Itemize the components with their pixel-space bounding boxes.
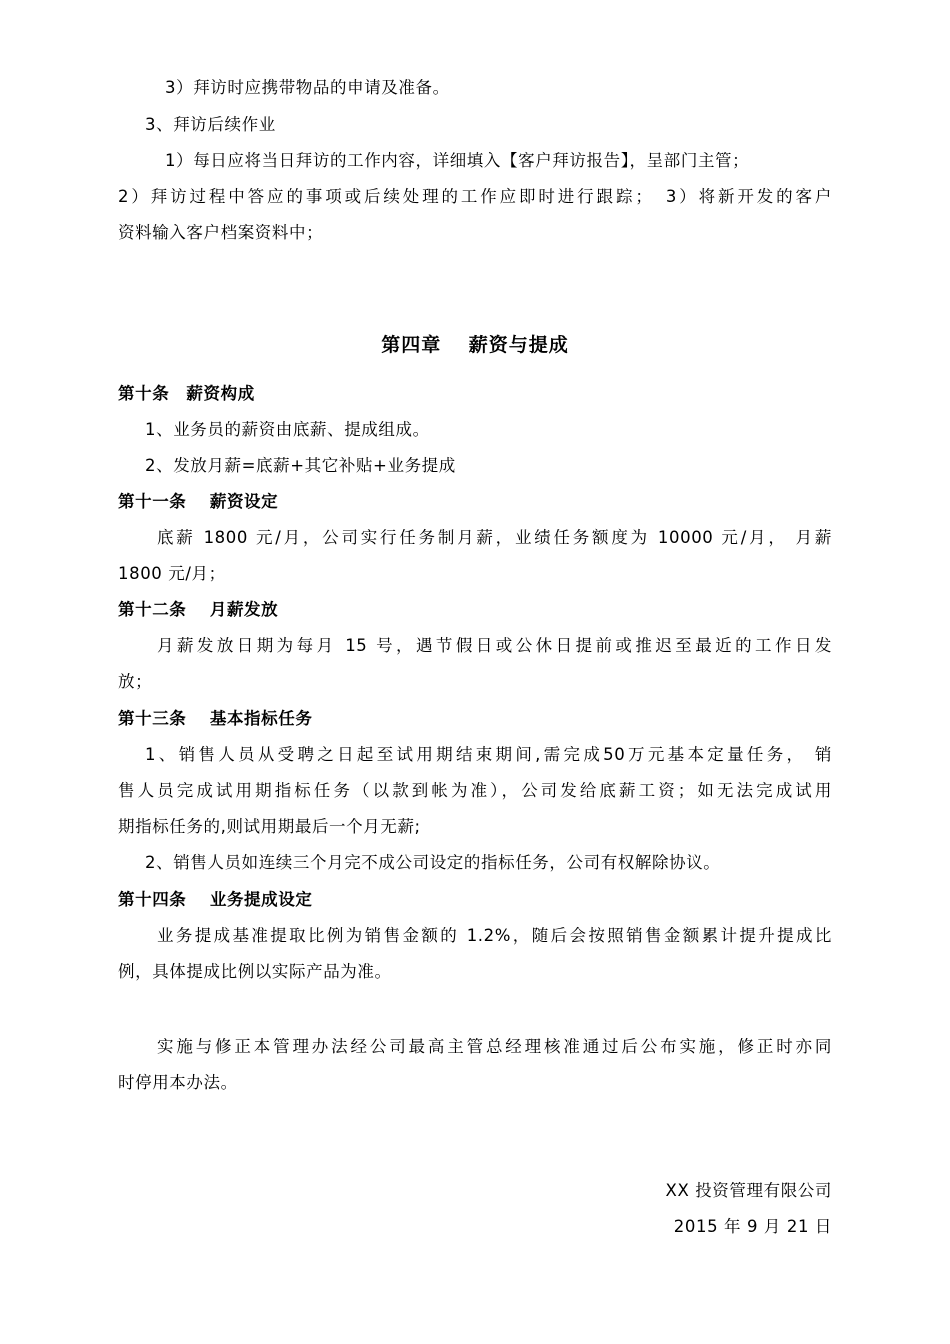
article-14-line-1: 业务提成基准提取比例为销售金额的 1.2%，随后会按照销售金额累计提升提成比 xyxy=(157,926,832,945)
article-14-title: 第十四条 业务提成设定 xyxy=(118,890,313,909)
article-10-item-1: 1、业务员的薪资由底薪、提成组成。 xyxy=(145,420,430,439)
article-12-title: 第十二条 月薪发放 xyxy=(118,600,279,619)
article-11-line-2: 1800 元/月； xyxy=(118,564,226,583)
article-14-line-2: 例，具体提成比例以实际产品为准。 xyxy=(118,962,392,981)
article-13-item-2: 2、销售人员如连续三个月完不成公司设定的指标任务，公司有权解除协议。 xyxy=(145,853,721,872)
closing-line-1: 实施与修正本管理办法经公司最高主管总经理核准通过后公布实施，修正时亦同 xyxy=(157,1037,832,1056)
article-12-line-1: 月薪发放日期为每月 15 号，遇节假日或公休日提前或推迟至最近的工作日发 xyxy=(157,636,832,655)
visit-followup-line-2: 2）拜访过程中答应的事项或后续处理的工作应即时进行跟踪； 3）将新开发的客户 xyxy=(118,187,832,206)
article-13-item-1-line-3: 期指标任务的,则试用期最后一个月无薪; xyxy=(118,817,421,836)
signature-company: XX 投资管理有限公司 xyxy=(665,1181,832,1200)
article-11-title: 第十一条 薪资设定 xyxy=(118,492,279,511)
article-10-item-2: 2、发放月薪=底薪+其它补贴+业务提成 xyxy=(145,456,456,475)
article-10-title: 第十条 薪资构成 xyxy=(118,384,255,403)
chapter-title: 第四章 薪资与提成 xyxy=(381,334,569,356)
article-11-line-1: 底薪 1800 元/月，公司实行任务制月薪，业绩任务额度为 10000 元/月， 月薪 xyxy=(157,528,832,547)
closing-line-2: 时停用本办法。 xyxy=(118,1073,238,1092)
visit-followup-heading: 3、拜访后续作业 xyxy=(145,115,276,134)
visit-prep-item-3: 3）拜访时应携带物品的申请及准备。 xyxy=(165,78,450,97)
article-13-item-1-line-2: 售人员完成试用期指标任务（以款到帐为准），公司发给底薪工资；如无法完成试用 xyxy=(118,781,832,800)
article-13-title: 第十三条 基本指标任务 xyxy=(118,709,313,728)
article-12-line-2: 放； xyxy=(118,672,153,691)
signature-date: 2015 年 9 月 21 日 xyxy=(673,1217,832,1236)
article-13-item-1-line-1: 1、销售人员从受聘之日起至试用期结束期间,需完成50万元基本定量任务， 销 xyxy=(145,745,832,764)
visit-followup-line-1: 1）每日应将当日拜访的工作内容，详细填入【客户拜访报告】，呈部门主管； xyxy=(165,151,750,170)
visit-followup-line-3: 资料输入客户档案资料中； xyxy=(118,223,324,242)
